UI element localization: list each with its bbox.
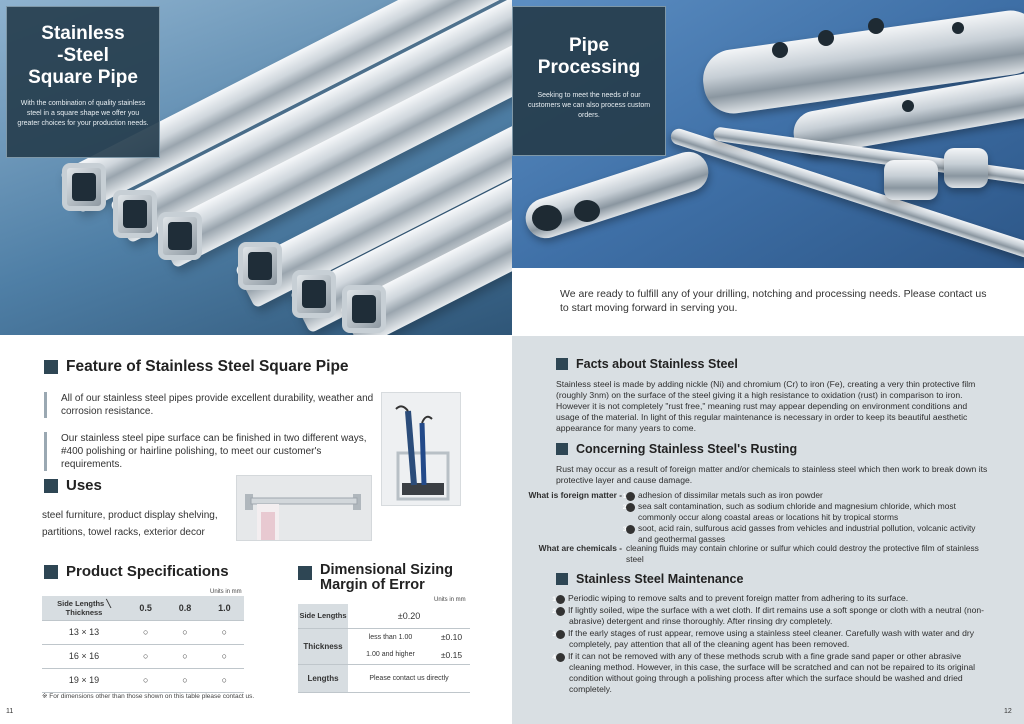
number-4-icon: 4: [556, 653, 565, 662]
hero-subtitle: With the combination of quality stainless steel in a square shape we offer you greater choices for your production needs.: [17, 100, 149, 127]
number-1-icon: 1: [626, 492, 635, 501]
maintenance-item: 2 If lightly soiled, wipe the surface with a wet cloth. If dirt remains use a soft sponge or cloth with a neutral (non-abrasive) detergent and rinse thoroughly. After rinsing dry completely.: [552, 605, 985, 626]
sizing-units: Units in mm: [434, 597, 466, 603]
maintenance-item: 3 If the early stages of rust appear, remove using a stainless steel cleaner. Carefully wash with water and dry completely, pay attention that all of the cleaning agent has been removed.: [552, 628, 975, 649]
foreign-matter-row: What is foreign matter - 1 adhesion of dissimilar metals such as iron powder 2 sea salt contamination, such as sodium chloride and magnesium chloride, which most commonly occur along coastal areas or locations hit by tropical storms 3 soot, acid rain, sulfurous acid gasses from vehicles and industrial pollution, volcanic activity and geothermal gasses: [526, 490, 990, 544]
number-3-icon: 3: [626, 525, 635, 534]
table-row: 1.00 and higher ±0.15: [298, 646, 470, 664]
table-row: Side Lengths ±0.20: [298, 604, 470, 628]
hero-subtitle-right: Seeking to meet the needs of our customers we can also process custom orders.: [527, 92, 651, 119]
maintenance-item: 4 If it can not be removed with any of these methods scrub with a fine grade sand paper or other abrasive cleaning method. However, in this case, the surface will be scratched and can not be repaired to its original condition without going through a polishing process after which the surface should be washed and dried completely.: [552, 651, 976, 694]
thickness-header: 0.5: [126, 596, 165, 620]
table-row: 13 × 13 ○ ○ ○: [42, 620, 244, 644]
table-row: 19 × 19 ○ ○ ○: [42, 668, 244, 692]
chemicals-row: [526, 543, 990, 564]
hero-title-box-right: [512, 6, 666, 156]
chemicals-label: What are chemicals -: [538, 543, 622, 553]
sizing-heading: Dimensional Sizing Margin of Error: [298, 563, 470, 593]
section-marker-icon: [556, 358, 568, 370]
table-row: Thickness less than 1.00 ±0.10: [298, 628, 470, 646]
towel-rack-photo: [236, 475, 372, 541]
section-marker-icon: [298, 566, 312, 580]
chemicals-text: cleaning fluids may contain chlorine or sulfur which could destroy the protective film of stainless steel: [626, 543, 979, 564]
hero-title-box: [6, 6, 160, 158]
hero-title-right: Pipe Processing: [537, 35, 641, 78]
specs-corner-cell: Side Lengths ╲ Thickness: [42, 596, 126, 620]
section-marker-icon: [44, 360, 58, 374]
specs-footnote: ※ For dimensions other than those shown on this table please contact us.: [42, 693, 255, 700]
feature-paragraph-1: All of our stainless steel pipes provide excellent durability, weather and corrosion resistance.: [44, 392, 374, 418]
number-2-icon: 2: [556, 607, 565, 616]
hero-title: Stainless -Steel Square Pipe: [28, 23, 138, 88]
page-number-right: 12: [1004, 708, 1012, 715]
section-marker-icon: [556, 573, 568, 585]
number-2-icon: 2: [626, 503, 635, 512]
processing-intro: We are ready to fulfill any of your drilling, notching and processing needs. Please contact us to start moving forward in serving you.: [560, 288, 987, 314]
section-marker-icon: [44, 565, 58, 579]
specs-table: [42, 596, 244, 693]
right-page: [512, 0, 1024, 724]
thickness-header: 1.0: [205, 596, 244, 620]
facts-heading: Facts about Stainless Steel: [556, 357, 738, 371]
rusting-text: Rust may occur as a result of foreign matter and/or chemicals to stainless steel which then work to break down its protective layer and cause damage.: [556, 464, 988, 485]
facts-text: Stainless steel is made by adding nickle (Ni) and chromium (Cr) to iron (Fe), creating a very thin protective film (roughly 3nm) on the surface of the steel giving it a high resistance to oxidation (rust) in comparison to iron. However it is not completely "rust free," meaning rust may appear depending on environment conditions and usage of the material. In light of this regular maintenance is necessary in order to keep its beautiful aesthetic appearance for many years to come.: [556, 379, 976, 433]
thickness-header: 0.8: [165, 596, 204, 620]
specs-units: Units in mm: [210, 589, 242, 595]
umbrella-stand-photo: [381, 392, 461, 506]
maintenance-item: 1 Periodic wiping to remove salts and to prevent foreign matter from adhering to its surface.: [552, 593, 909, 603]
section-marker-icon: [556, 443, 568, 455]
page-number-left: 11: [6, 708, 14, 715]
feature-paragraph-2: Our stainless steel pipe surface can be finished in two different ways, #400 polishing or hairline polishing, to meet our customer's requirements.: [44, 432, 379, 471]
uses-text: steel furniture, product display shelving, partitions, towel racks, exterior decor: [42, 510, 218, 538]
facts-panel: [512, 336, 1024, 724]
number-1-icon: 1: [556, 595, 565, 604]
section-marker-icon: [44, 479, 58, 493]
table-row: Lengths Please contact us directly: [298, 664, 470, 692]
number-3-icon: 3: [556, 630, 565, 639]
uses-heading: Uses: [44, 477, 102, 494]
specs-heading: Product Specifications: [44, 563, 229, 580]
rusting-heading: Concerning Stainless Steel's Rusting: [556, 442, 797, 456]
table-row: 16 × 16 ○ ○ ○: [42, 644, 244, 668]
sizing-table: [298, 604, 470, 693]
maintenance-heading: Stainless Steel Maintenance: [556, 572, 743, 586]
feature-heading: Feature of Stainless Steel Square Pipe: [44, 358, 349, 376]
foreign-matter-label: What is foreign matter -: [528, 490, 622, 500]
